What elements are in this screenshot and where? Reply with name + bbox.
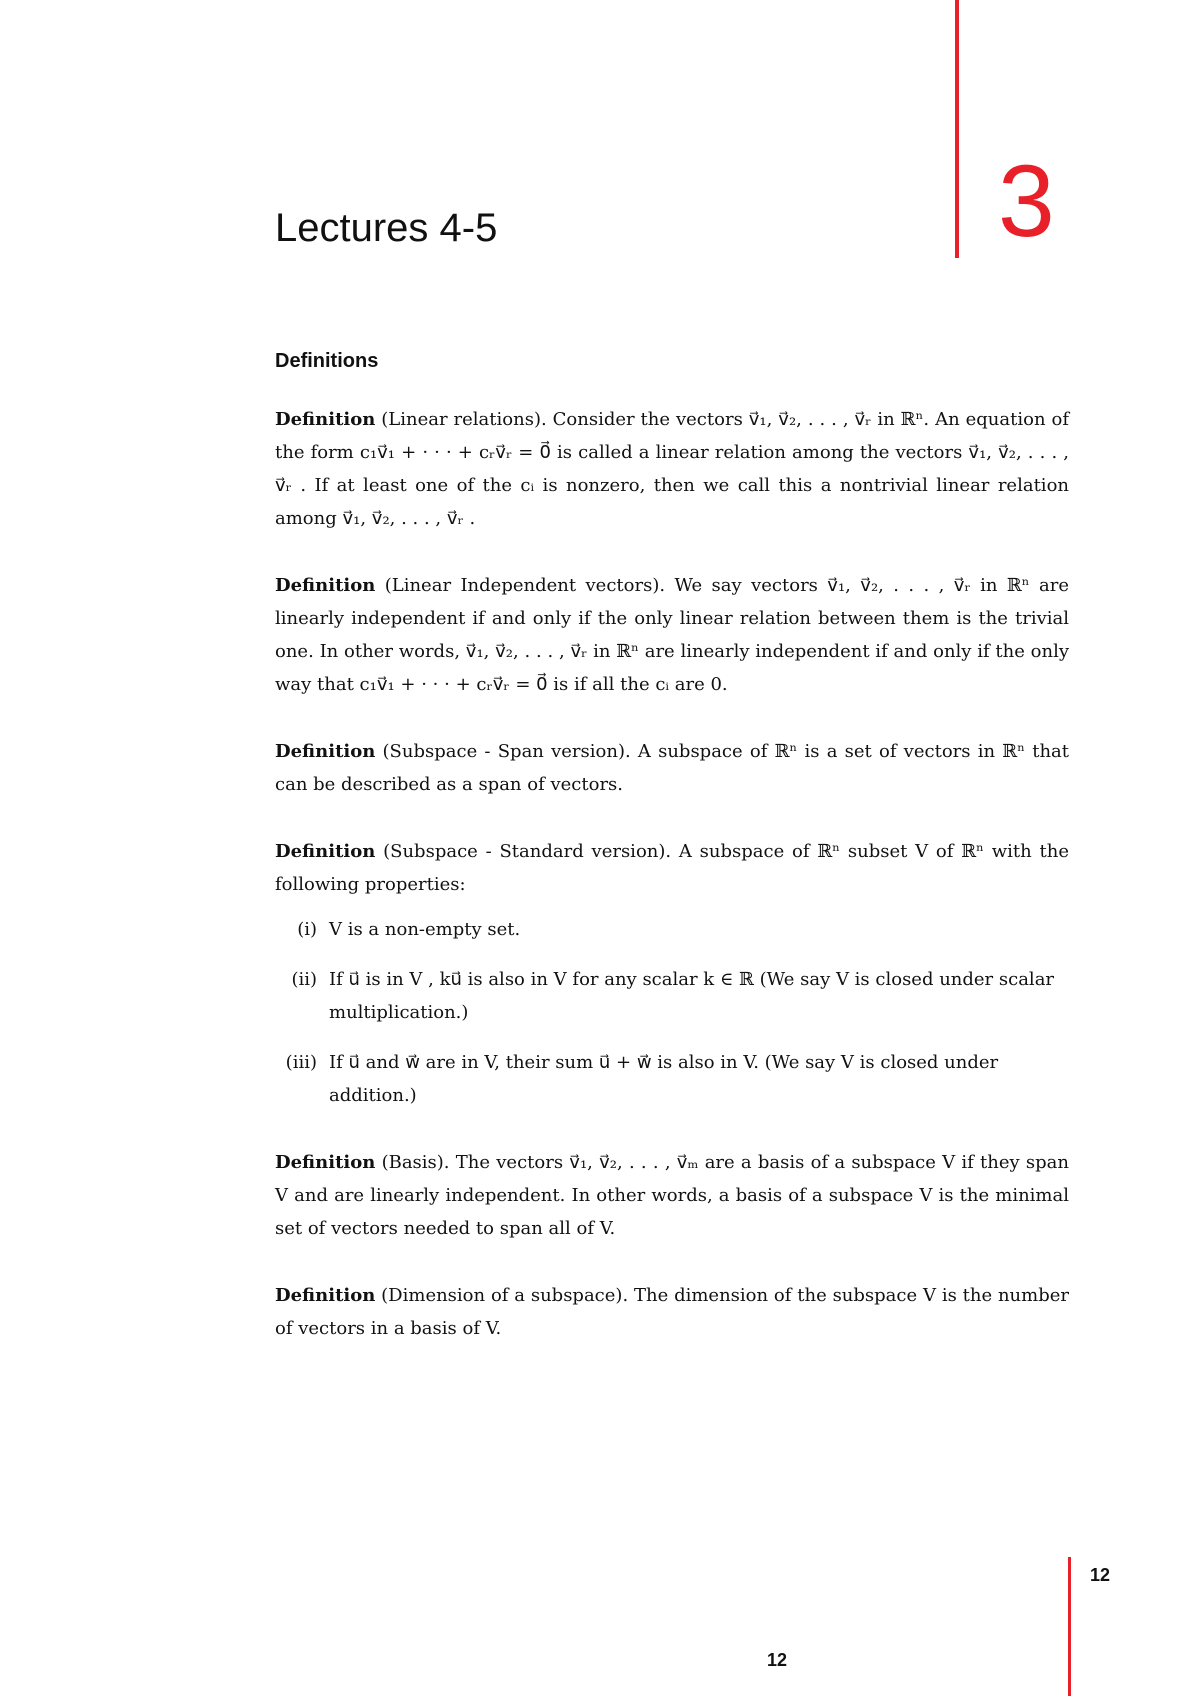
page-number-right: 12: [1090, 1565, 1111, 1585]
page-number-bottom: 12: [767, 1650, 788, 1670]
definition-label: Definition: [275, 409, 376, 430]
list-item-number: (i): [297, 919, 317, 940]
definition-text: (Subspace - Standard version). A subspace of ℝⁿ subset V of ℝⁿ with the following properties:: [275, 841, 1069, 895]
definition-label: Definition: [275, 575, 376, 596]
chapter-title: Lectures 4-5: [275, 206, 498, 250]
subspace-properties-list: [275, 913, 1069, 1112]
definition-subspace-standard: [275, 835, 1069, 901]
definition-label: Definition: [275, 741, 376, 762]
list-item-text: If u⃗ is in V , ku⃗ is also in V for any scalar k ∈ ℝ (We say V is closed under scalar multiplication.): [329, 969, 1055, 1023]
list-item-number: (ii): [291, 969, 317, 990]
list-item-number: (iii): [285, 1052, 317, 1073]
footer-rule: [1068, 1557, 1071, 1696]
chapter-number: 3: [998, 144, 1055, 258]
definition-linear-independent: [275, 569, 1069, 701]
definition-label: Definition: [275, 1152, 376, 1173]
definition-linear-relations: [275, 403, 1069, 535]
definition-text: (Subspace - Span version). A subspace of ℝⁿ is a set of vectors in ℝⁿ that can be described as a span of vectors.: [275, 741, 1069, 795]
section-heading: Definitions: [275, 350, 379, 372]
definition-label: Definition: [275, 1285, 376, 1306]
definition-subspace-span: [275, 735, 1069, 801]
definition-text: (Linear Independent vectors). We say vectors v⃗₁, v⃗₂, . . . , v⃗ᵣ in ℝⁿ are linearly independent if and only if the only linear relation between them is the trivial one. In other words, v⃗₁, v⃗₂, . . . , v⃗ᵣ in ℝⁿ are linearly independent if and only if the only way that c₁v⃗₁ + · · · + cᵣv⃗ᵣ = 0⃗ is if all the cᵢ are 0.: [275, 575, 1069, 695]
page-content: [275, 350, 1069, 1379]
definition-text: (Linear relations). Consider the vectors v⃗₁, v⃗₂, . . . , v⃗ᵣ in ℝⁿ. An equation of the form c₁v⃗₁ + · · · + cᵣv⃗ᵣ = 0⃗ is called a linear relation among the vectors v⃗₁, v⃗₂, . . . , v⃗ᵣ . If at least one of the cᵢ is nonzero, then we call this a nontrivial linear relation among v⃗₁, v⃗₂, . . . , v⃗ᵣ .: [275, 409, 1069, 529]
definition-basis: [275, 1146, 1069, 1245]
definition-label: Definition: [275, 841, 376, 862]
list-item-text: V is a non-empty set.: [329, 919, 521, 940]
list-item: [275, 1046, 1069, 1112]
chapter-rule: [955, 0, 959, 258]
definition-dimension: [275, 1279, 1069, 1345]
list-item: [275, 913, 1069, 946]
definition-text: (Basis). The vectors v⃗₁, v⃗₂, . . . , v⃗ₘ are a basis of a subspace V if they span V and are linearly independent. In other words, a basis of a subspace V is the minimal set of vectors needed to span all of V.: [275, 1152, 1069, 1239]
list-item-text: If u⃗ and w⃗ are in V, their sum u⃗ + w⃗ is also in V. (We say V is closed under addition.): [329, 1052, 999, 1106]
list-item: [275, 963, 1069, 1029]
definition-text: (Dimension of a subspace). The dimension of the subspace V is the number of vectors in a basis of V.: [275, 1285, 1069, 1339]
